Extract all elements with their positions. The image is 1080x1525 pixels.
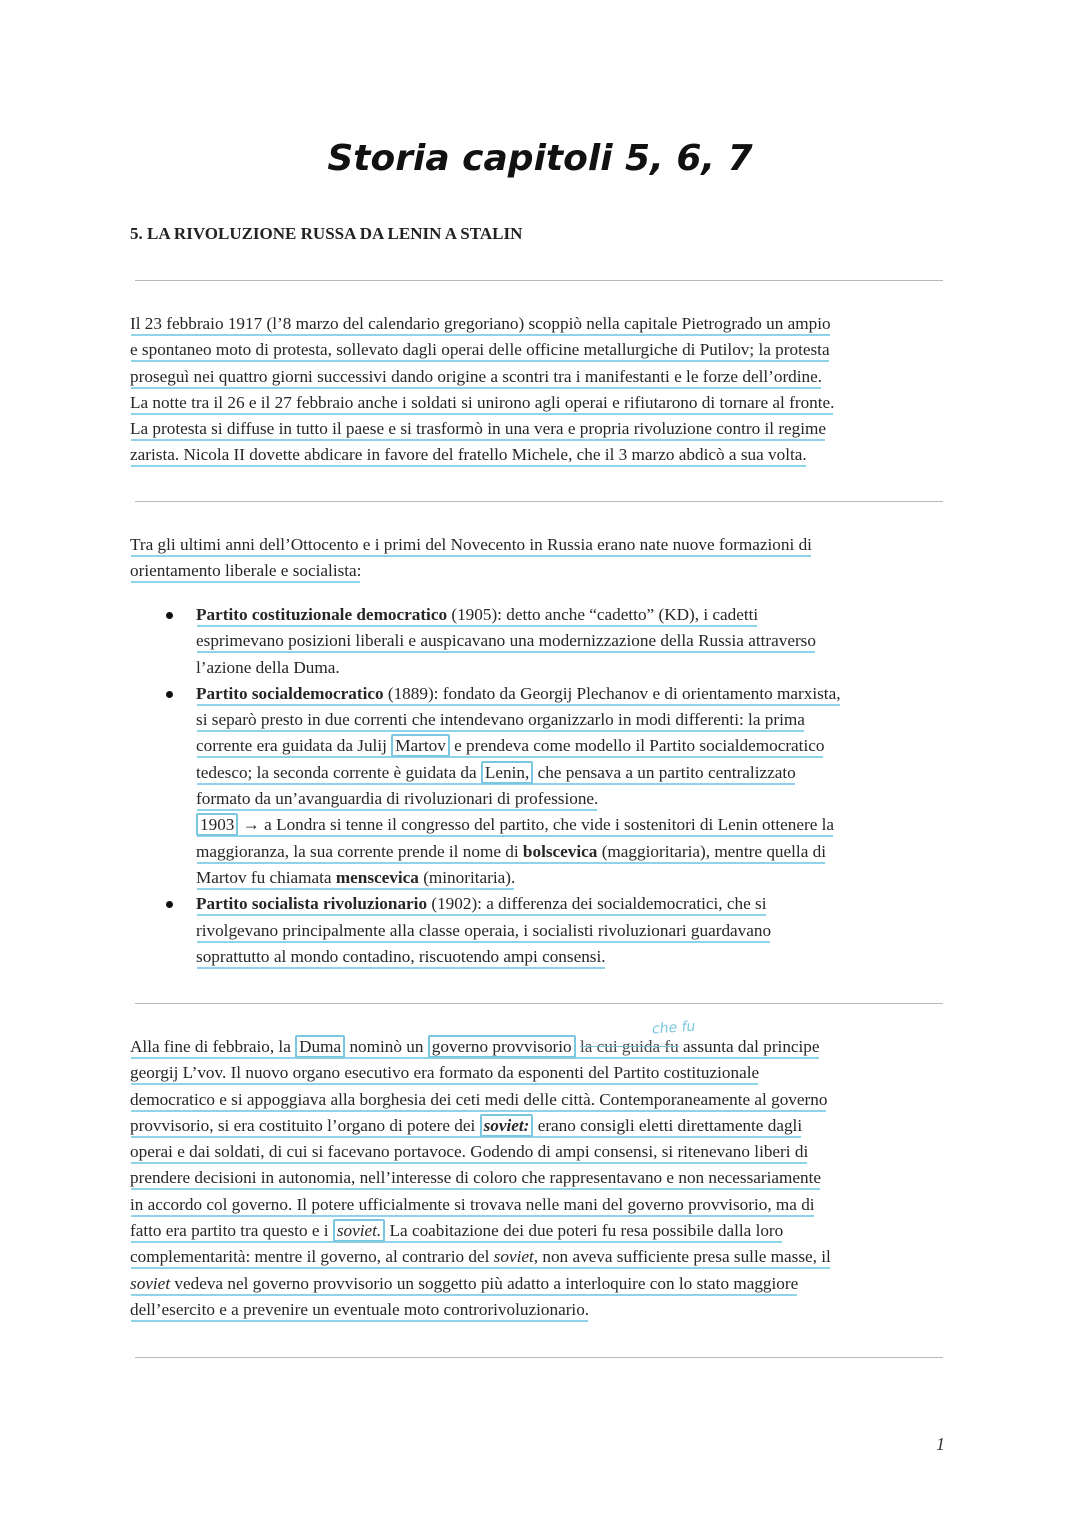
text-line: esprimevano posizioni liberali e auspicavano una modernizzazione della Russia attraverso (196, 631, 816, 651)
text-line: La notte tra il 26 e il 27 febbraio anche i soldati si unirono agli operai e rifiutarono di tornare al fronte. (130, 392, 835, 412)
boxed-word-soviet: soviet. (333, 1219, 385, 1242)
text-fragment: vedeva nel governo provvisorio un soggetto più adatto a interloquire con lo stato maggiore (170, 1273, 799, 1293)
text-fragment: nominò un (345, 1037, 428, 1056)
paragraph-dual-power (130, 1034, 950, 1323)
text-fragment: La coabitazione dei due poteri fu resa possibile dalla loro (385, 1221, 784, 1241)
boxed-word-soviet: soviet: (480, 1114, 534, 1137)
term-bolscevica: bolscevica (522, 841, 598, 861)
text-fragment: Martov fu chiamata (196, 867, 336, 887)
text-fragment: fatto era partito tra questo e i (130, 1221, 333, 1241)
text-fragment: (maggioritaria), mentre quella di (597, 841, 826, 861)
text-line: in accordo col governo. Il potere ufficialmente si trovava nelle mani del governo provvisorio, ma di (130, 1194, 815, 1214)
italic-soviet: soviet (130, 1273, 171, 1293)
text-fragment: (1905): detto anche “cadetto” (KD), i cadetti (447, 605, 759, 624)
text-fragment: (1889): fondato da Georgij Plechanov e di orientamento marxista, (383, 683, 841, 703)
boxed-governo-provvisorio: governo provvisorio (428, 1035, 576, 1058)
text-line: formato da un’avanguardia di rivoluzionari di professione. (196, 789, 599, 809)
text-fragment: , non aveva sufficiente presa sulle masse, il (533, 1247, 831, 1267)
text-line: proseguì nei quattro giorni successivi dando origine a scontri tra i manifestanti e le forze dell’ordine. (130, 366, 823, 386)
text-line: si separò presto in due correnti che intendevano organizzarlo in modi differenti: la prima (196, 710, 805, 730)
party-name: Partito costituzionale democratico (196, 605, 448, 624)
text-fragment: tedesco; la seconda corrente è guidata da (196, 762, 481, 782)
text-fragment: Alla fine di febbraio, la (130, 1037, 296, 1056)
divider (135, 1003, 943, 1004)
page-number: 1 (936, 1434, 945, 1454)
text-line: e spontaneo moto di protesta, sollevato dagli operai delle officine metallurgiche di Putilov; la protesta (130, 340, 830, 360)
text-fragment: erano consigli eletti direttamente dagli (533, 1115, 803, 1135)
list-item-socialista-rivoluzionario (160, 891, 950, 970)
boxed-year-1903: 1903 (196, 813, 238, 836)
text-fragment: maggioranza, la sua corrente prende il nome di (196, 841, 523, 861)
text-line: l’azione della Duma. (196, 657, 340, 677)
text-line: georgij L’vov. Il nuovo organo esecutivo era formato da esponenti del Partito costituzionale (130, 1063, 760, 1083)
text-line: Tra gli ultimi anni dell’Ottocento e i primi del Novecento in Russia erano nate nuove formazioni di (130, 535, 812, 554)
text-fragment: (1902): a differenza dei socialdemocratici, che si (427, 894, 767, 914)
text-fragment: provvisorio, si era costituito l’organo di potere dei (130, 1115, 480, 1135)
text-fragment: corrente era guidata da Julij (196, 736, 392, 756)
divider (135, 501, 943, 502)
paragraph-political-formations (130, 532, 950, 585)
text-fragment: → a Londra si tenne il congresso del partito, che vide i sostenitori di Lenin ottenere la (238, 815, 835, 835)
divider (135, 1357, 943, 1358)
list-item-socialdemocratico (160, 681, 950, 891)
handwritten-note: che fu (651, 1018, 696, 1038)
page-title: Storia capitoli 5, 6, 7 (327, 138, 753, 179)
text-fragment: assunta dal principe (678, 1037, 820, 1056)
boxed-word-duma: Duma (295, 1035, 345, 1058)
text-fragment: e prendeva come modello il Partito socialdemocratico (449, 736, 825, 756)
paragraph-february-revolution (130, 311, 950, 469)
italic-soviet: soviet (493, 1247, 534, 1267)
text-line: democratico e si appoggiava alla borghesia dei ceti medi delle città. Contemporaneamente al governo (130, 1089, 828, 1109)
text-line: prendere decisioni in autonomia, nell’interesse di coloro che rappresentavano e non necessariamente (130, 1168, 822, 1188)
boxed-word-lenin: Lenin, (481, 761, 533, 784)
text-fragment: che pensava a un partito centralizzato (533, 762, 796, 782)
parties-list (160, 602, 950, 970)
text-line: La protesta si diffuse in tutto il paese e si trasformò in una vera e propria rivoluzione contro il regime (130, 419, 827, 439)
party-name: Partito socialdemocratico (196, 683, 384, 703)
text-fragment: complementarità: mentre il governo, al contrario del (130, 1247, 494, 1267)
text-line: dell’esercito e a prevenire un eventuale moto controrivoluzionario. (130, 1299, 590, 1319)
divider (135, 280, 943, 281)
text-fragment: (minoritaria). (418, 867, 516, 887)
text-line: orientamento liberale e socialista: (130, 561, 362, 581)
chapter-heading: 5. LA RIVOLUZIONE RUSSA DA LENIN A STALIN (130, 224, 523, 243)
struck-text: la cui guida fu (579, 1037, 679, 1056)
list-item-cadetti (160, 602, 950, 681)
party-name: Partito socialista rivoluzionario (196, 894, 428, 914)
text-line: rivolgevano principalmente alla classe operaia, i socialisti rivoluzionari guardavano (196, 920, 772, 940)
text-line: zarista. Nicola II dovette abdicare in favore del fratello Michele, che il 3 marzo abdicò a sua volta. (130, 445, 807, 465)
text-line: Il 23 febbraio 1917 (l’8 marzo del calendario gregoriano) scoppiò nella capitale Pietrogrado un ampio (130, 314, 831, 333)
text-line: operai e dai soldati, di cui si facevano portavoce. Godendo di ampi consensi, si ritenevano liberi di (130, 1142, 809, 1162)
term-menscevica: menscevica (335, 867, 419, 887)
boxed-word-martov: Martov (391, 734, 450, 757)
text-line: soprattutto al mondo contadino, riscuotendo ampi consensi. (196, 946, 606, 966)
